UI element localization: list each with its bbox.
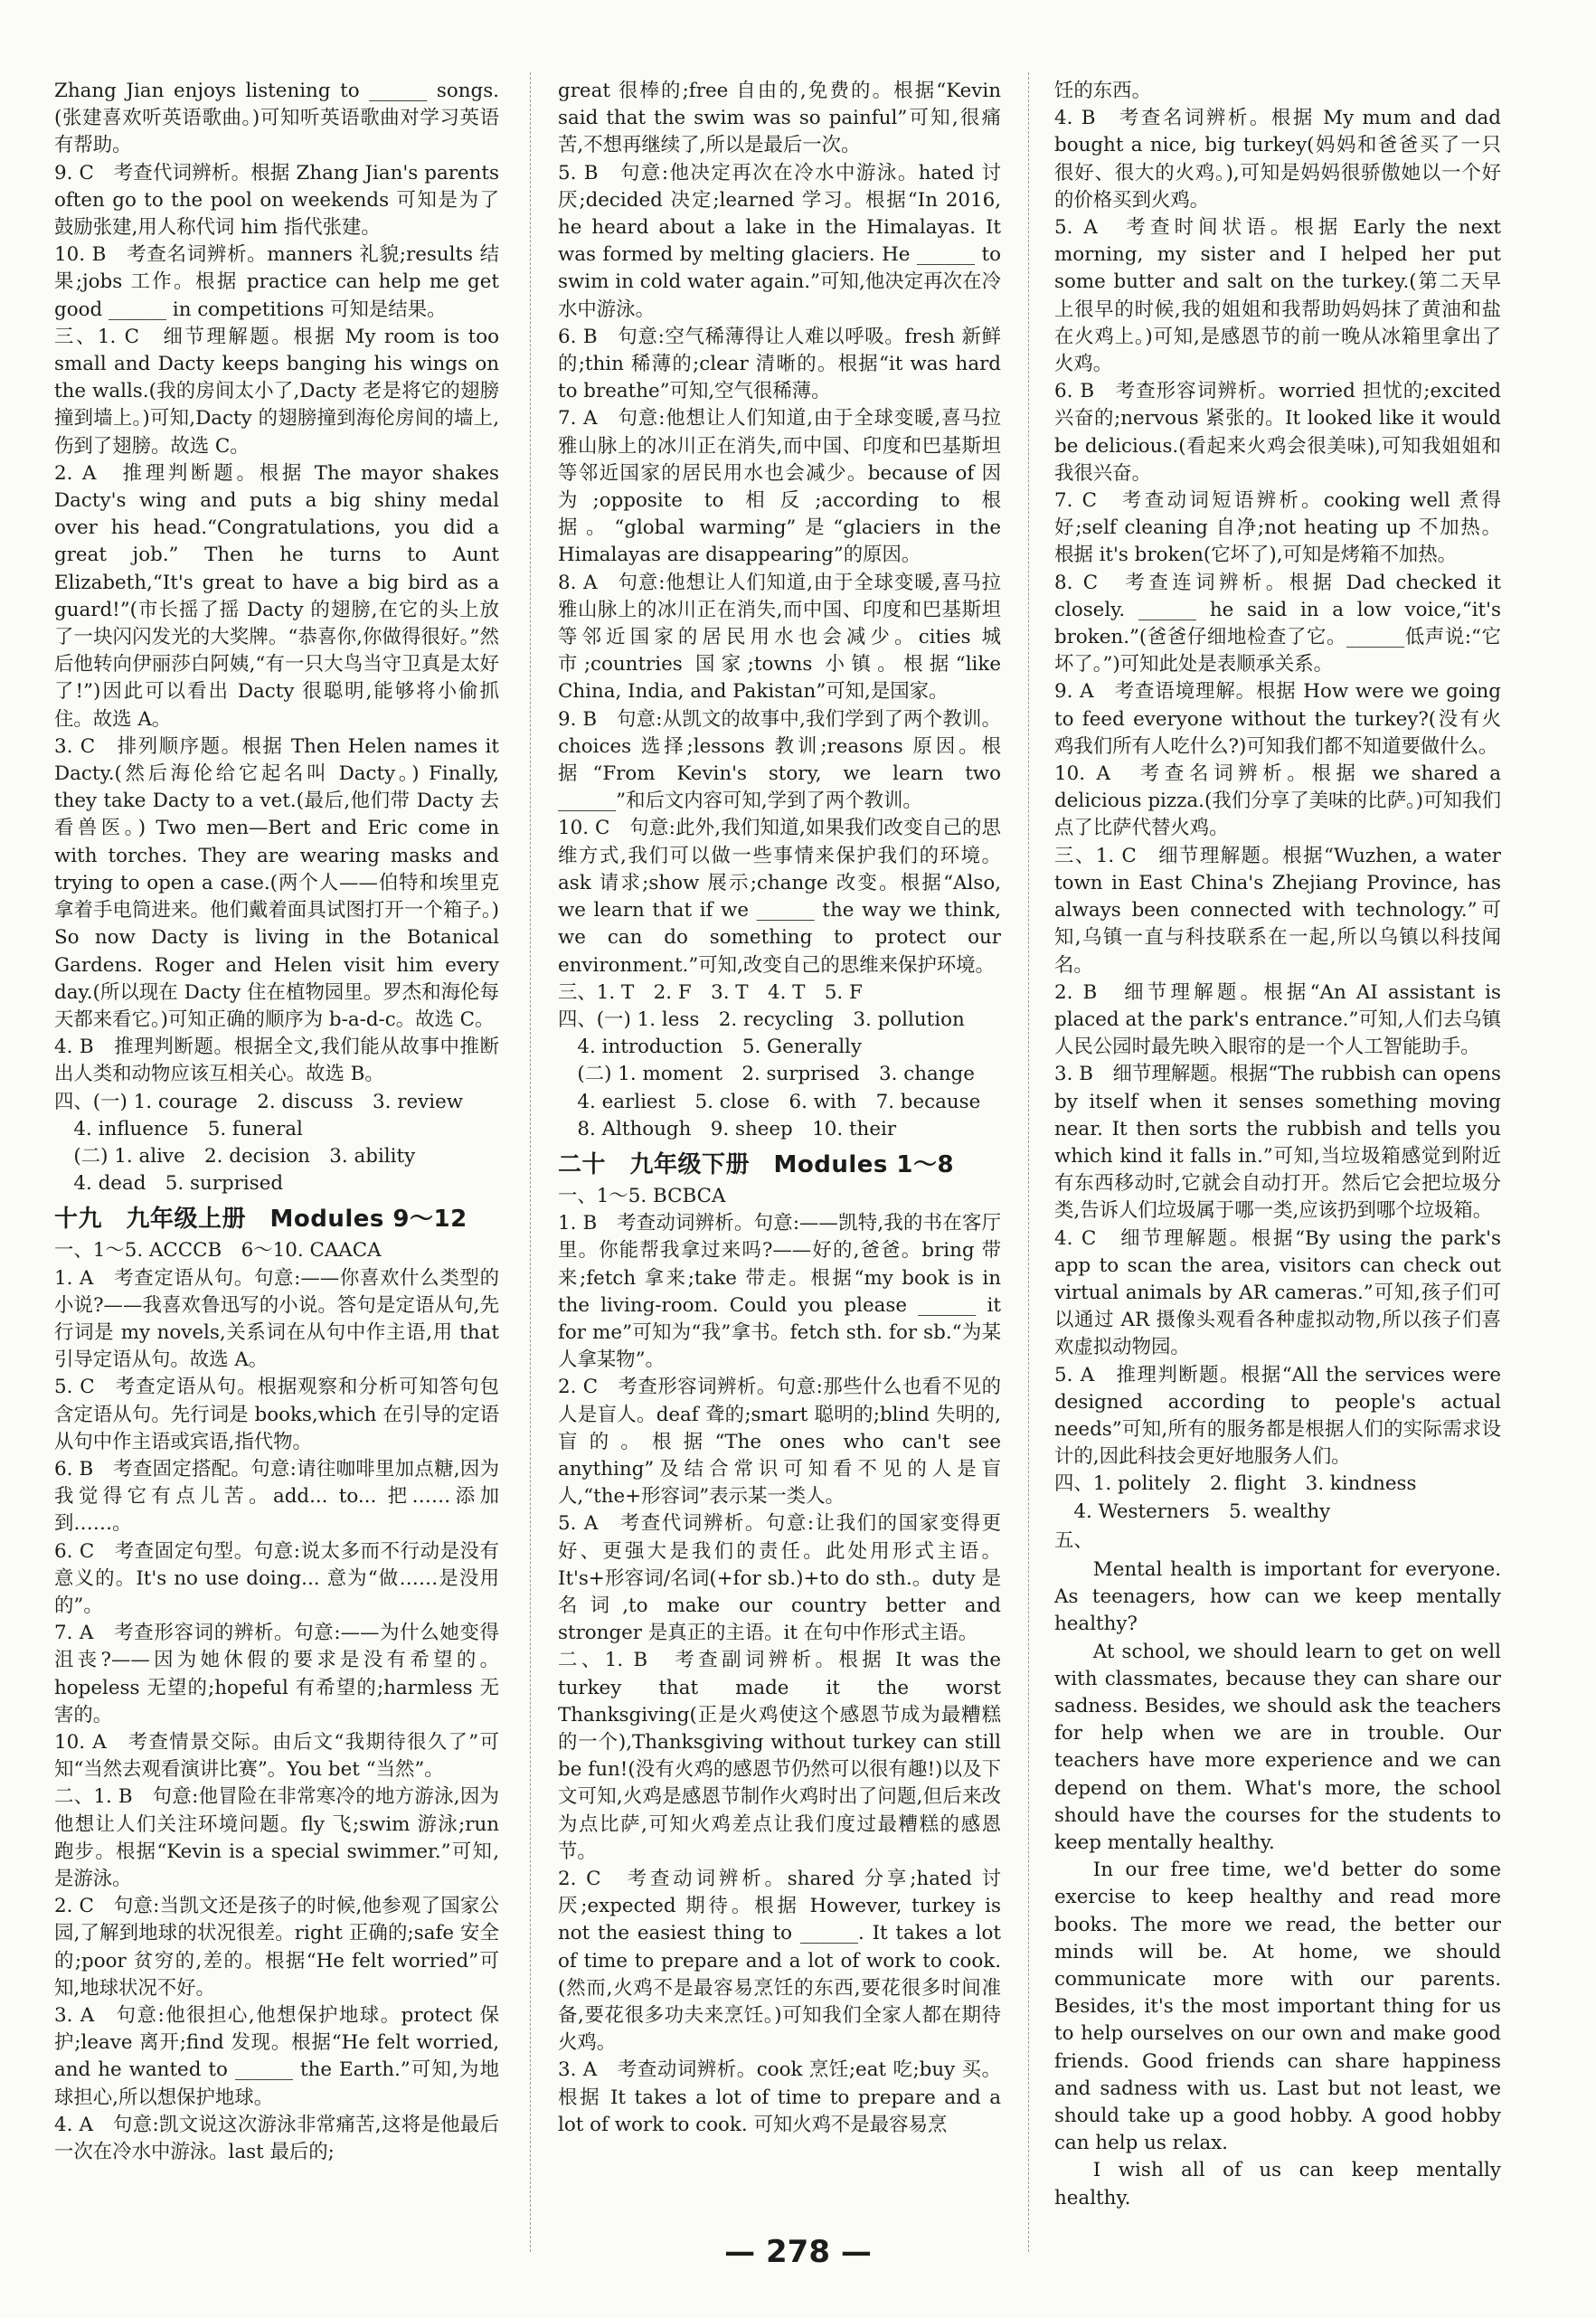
answer-paragraph: 1. A 考查定语从句。句意:——你喜欢什么类型的小说?——我喜欢鲁迅写的小说。答句是定语从句,先行词是 my novels,关系词在从句中作主语,用 that 引导定语从句。故选 A。 [54, 1266, 499, 1372]
answer-paragraph: 4. C 细节理解题。根据“By using the park's app to scan the area, visitors can check out virtual animals by AR cameras.”可知,孩子们可以通过 AR 摄像头观看各种虚拟动物,所以孩子们喜欢虚拟动物园。 [1054, 1226, 1501, 1359]
answer-paragraph: 7. A 考查形容词的辨析。句意:——为什么她变得沮丧?——因为她休假的要求是没有希望的。hopeless 无望的;hopeful 有希望的;harmless 无害的。 [54, 1622, 499, 1727]
answer-paragraph: 6. B 句意:空气稀薄得让人难以呼吸。fresh 新鲜的;thin 稀薄的;clear 清晰的。根据“it was hard to breathe”可知,空气很稀薄。 [558, 325, 1001, 403]
answer-paragraph: 2. A 推理判断题。根据 The mayor shakes Dacty's wing and puts a big shiny medal over his head.“Congratulations, you did a great job.” Then he turns to Aunt Elizabeth,“It's great to have a big bird as a guard!”(市长摇了摇 Dacty 的翅膀,在它的头上放了一块闪闪发光的大奖牌。“恭喜你,你做得很好。”然后他转向伊丽莎白阿姨,“有一只大鸟当守卫真是太好了!”)因此可以看出 Dacty 很聪明,能够将小偷抓住。故选 A。 [54, 461, 499, 731]
answer-paragraph: 饪的东西。 [1054, 80, 1151, 102]
answer-paragraph: 二、1. B 句意:他冒险在非常寒冷的地方游泳,因为他想让人们关注环境问题。fly 飞;swim 游泳;run 跑步。根据“Kevin is a special swimmer.”可知,是游泳。 [54, 1785, 499, 1890]
answer-paragraph: 4. introduction 5. Generally [558, 1036, 862, 1059]
column-divider [1028, 72, 1029, 2252]
answer-paragraph: 一、1～5. ACCCB 6～10. CAACA [54, 1239, 382, 1263]
answer-paragraph: 二、1. B 考查副词辨析。根据 It was the turkey that made it the worst Thanksgiving(正是火鸡使这个感恩节成为最糟糕的一个),Thanksgiving without turkey can still be fun!(没有火鸡的感恩节仍然可以很有趣!)以及下文可知,火鸡是感恩节制作火鸡时出了问题,但后来改为点比萨,可知火鸡差点让我们度过最糟糕的感恩节。 [558, 1649, 1001, 1863]
answer-paragraph: 5. B 句意:他决定再次在冷水中游泳。hated 讨厌;decided 决定;learned 学习。根据“In 2016, he heard about a lake in the Himalayas. It was formed by melting glaciers. He ______ to swim in cold water again.”可知,他决定再次在冷水中游泳。 [558, 161, 1001, 321]
answer-paragraph: 2. C 考查动词辨析。shared 分享;hated 讨厌;expected 期待。根据 However, turkey is not the easiest thing to ______. It takes a lot of time to prepare and a lot of work to cook.(然而,火鸡不是最容易烹饪的东西,要花很多时间准备,要花很多功夫来烹饪。)可知我们全家人都在期待火鸡。 [558, 1868, 1001, 2055]
answer-paragraph: 7. A 句意:他想让人们知道,由于全球变暖,喜马拉雅山脉上的冰川正在消失,而中国、印度和巴基斯坦等邻近国家的居民用水也会减少。because of 因为;opposite to 相反;according to 根据。“global warming”是“glaciers in the Himalayas are disappearing”的原因。 [558, 407, 1001, 567]
answer-paragraph: 2. C 考查形容词辨析。句意:那些什么也看不见的人是盲人。deaf 聋的;smart 聪明的;blind 失明的,盲的。根据“The ones who can't see anything”及结合常识可知看不见的人是盲人,“the+形容词”表示某一类人。 [558, 1376, 1001, 1509]
answer-paragraph: 6. C 考查固定句型。句意:说太多而不行动是没有意义的。It's no use doing... 意为“做……是没用的”。 [54, 1539, 499, 1617]
answer-paragraph: 9. C 考查代词辨析。根据 Zhang Jian's parents often go to the pool on weekends 可知是为了鼓励张建,用人称代词 him 指代张建。 [54, 161, 499, 240]
answer-paragraph: 10. A 考查情景交际。由后文“我期待很久了”可知“当然去观看演讲比赛”。You bet “当然”。 [54, 1730, 499, 1782]
answer-paragraph: 6. B 考查固定搭配。句意:请往咖啡里加点糖,因为我觉得它有点儿苦。add... to... 把……添加到……。 [54, 1457, 499, 1536]
column-divider [530, 72, 531, 2252]
column-right [1054, 78, 1501, 2212]
answer-paragraph: 8. A 句意:他想让人们知道,由于全球变暖,喜马拉雅山脉上的冰川正在消失,而中国、印度和巴基斯坦等邻近国家的居民用水也会减少。cities 城市;countries 国家;towns 小镇。根据“like China, India, and Pakistan”可知,是国家。 [558, 571, 1001, 704]
answer-paragraph: 8. C 考查连词辨析。根据 Dad checked it closely. ______ he said in a low voice,“it's broken.”(爸爸仔细地检查了它。______低声说:“它坏了。”)可知此处是表顺承关系。 [1054, 571, 1501, 676]
answer-paragraph: 4. Westerners 5. wealthy [1054, 1500, 1331, 1523]
answer-paragraph: 4. B 推理判断题。根据全文,我们能从故事中推断出人类和动物应该互相关心。故选 B。 [54, 1036, 499, 1086]
answer-paragraph: 7. C 考查动词短语辨析。cooking well 煮得好;self cleaning 自净;not heating up 不加热。根据 it's broken(它坏了),可知是烤箱不加热。 [1054, 489, 1501, 567]
answer-paragraph: 9. A 考查语境理解。根据 How were we going to feed everyone without the turkey?(没有火鸡我们所有人吃什么?)可知我们都不知道要做什么。 [1054, 680, 1501, 758]
answer-paragraph: 4. B 考查名词辨析。根据 My mum and dad bought a nice, big turkey(妈妈和爸爸买了一只很好、很大的火鸡。),可知是妈妈很骄傲她以一个好的价格买到火鸡。 [1054, 107, 1501, 212]
answer-paragraph: 2. B 细节理解题。根据“An AI assistant is placed at the park's entrance.”可知,人们去乌镇人民公园时最先映入眼帘的是一个人工智能助手。 [1054, 980, 1501, 1059]
essay-paragraph: Mental health is important for everyone. As teenagers, how can we keep mentally healthy? [1054, 1557, 1501, 1636]
answer-paragraph: 3. C 排列顺序题。根据 Then Helen names it Dacty.(然后海伦给它起名叫 Dacty。) Finally, they take Dacty to a vet.(最后,他们带 Dacty 去看兽医。) Two men—Bert and Eric come in with torches. They are wearing masks and trying to open a case.(两个人——伯特和埃里克拿着手电筒进来。他们戴着面具试图打开一个箱子。) So now Dacty is living in the Botanical Gardens. Roger and Helen visit him every day.(所以现在 Dacty 住在植物园里。罗杰和海伦每天都来看它。)可知正确的顺序为 b-a-d-c。故选 C。 [54, 734, 499, 1031]
answer-paragraph: 9. B 句意:从凯文的故事中,我们学到了两个教训。choices 选择;lessons 教训;reasons 原因。根据“From Kevin's story, we learn two ______”和后文内容可知,学到了两个教训。 [558, 707, 1001, 813]
answer-paragraph: 一、1～5. BCBCA [558, 1184, 726, 1207]
answer-paragraph: (二) 1. alive 2. decision 3. ability [54, 1144, 416, 1168]
section-heading: 二十 九年级下册 Modules 1～8 [558, 1150, 955, 1178]
answer-paragraph: 4. dead 5. surprised [54, 1172, 284, 1196]
answer-paragraph: 8. Although 9. sheep 10. their [558, 1117, 897, 1140]
column-middle [558, 78, 1001, 2139]
answer-paragraph: 5. A 推理判断题。根据“All the services were designed according to people's actual needs”可知,所有的服务都是根据人们的实际需求设计的,因此科技会更好地服务人们。 [1054, 1363, 1501, 1469]
essay-paragraph: At school, we should learn to get on well with classmates, because they can share our sadness. Besides, we should ask the teachers for help when we are in trouble. Our teachers have more experience and we can depend on them. What's more, the school should have the courses for the students to keep mentally healthy. [1054, 1640, 1501, 1854]
answer-paragraph: great 很棒的;free 自由的,免费的。根据“Kevin said that the swim was so painful”可知,很痛苦,不想再继续了,所以是最后一次。 [558, 80, 1001, 157]
answer-paragraph: 三、1. T 2. F 3. T 4. T 5. F [558, 980, 863, 1004]
essay-block [1054, 1556, 1501, 2212]
answer-paragraph: Zhang Jian enjoys listening to ______ songs.(张建喜欢听英语歌曲。)可知听英语歌曲对学习英语有帮助。 [54, 80, 499, 157]
answer-paragraph: 2. C 句意:当凯文还是孩子的时候,他参观了国家公园,了解到地球的状况很差。right 正确的;safe 安全的;poor 贫穷的,差的。根据“He felt worried”可知,地球状况不好。 [54, 1895, 499, 2000]
answer-paragraph: 3. B 细节理解题。根据“The rubbish can opens by itself when it senses something moving near. It then sorts the rubbish and tells you which kind it falls in.”可知,当垃圾箱感觉到附近有东西移动时,它就会自动打开。然后它会把垃圾分类,告诉人们垃圾属于哪一类,应该扔到哪个垃圾箱。 [1054, 1063, 1501, 1223]
answer-paragraph: 5. A 考查代词辨析。句意:让我们的国家变得更好、更强大是我们的责任。此处用形式主语。It's+形容词/名词(+for sb.)+to do sth.。duty 是名词,to make our country better and stronger 是真正的主语。it 在句中作形式主语。 [558, 1512, 1001, 1645]
answer-paragraph: 4. earliest 5. close 6. with 7. because [558, 1090, 981, 1113]
column-left [54, 78, 499, 2166]
answer-paragraph: 三、1. C 细节理解题。根据 My room is too small and Dacty keeps banging his wings on the walls.(我的房间太小了,Dacty 老是将它的翅膀撞到墙上。)可知,Dacty 的翅膀撞到海伦房间的墙上,伤到了翅膀。故选 C。 [54, 325, 499, 458]
essay-paragraph: I wish all of us can keep mentally healthy. [1054, 2159, 1501, 2209]
answer-paragraph: 1. B 考查动词辨析。句意:——凯特,我的书在客厅里。你能帮我拿过来吗?——好的,爸爸。bring 带来;fetch 拿来;take 带走。根据“my book is in the living-room. Could you please ______ it for me”可知为“我”拿书。fetch sth. for sb.“为某人拿某物”。 [558, 1212, 1001, 1372]
essay-paragraph: In our free time, we'd better do some exercise to keep healthy and read more books. The more we read, the better our minds will be. At home, we should communicate more with our parents. Besides, it's the most important thing for us to help ourselves on our own and make good friends. Good friends can share happiness and sadness with us. Last but not least, we should take up a good hobby. A good hobby can help us relax. [1054, 1859, 1501, 2155]
answer-paragraph: 3. A 考查动词辨析。cook 烹饪;eat 吃;buy 买。根据 It takes a lot of time to prepare and a lot of work to cook. 可知火鸡不是最容易烹 [558, 2058, 1001, 2136]
answer-paragraph: 四、(一) 1. less 2. recycling 3. pollution [558, 1008, 965, 1031]
answer-paragraph: 10. B 考查名词辨析。manners 礼貌;results 结果;jobs 工作。根据 practice can help me get good ______ in competitions 可知是结果。 [54, 243, 499, 321]
answer-paragraph: 5. C 考查定语从句。根据观察和分析可知答句包含定语从句。先行词是 books,which 在引导的定语从句中作主语或宾语,指代物。 [54, 1376, 499, 1453]
answer-paragraph: 3. A 句意:他很担心,他想保护地球。protect 保护;leave 离开;find 发现。根据“He felt worried, and he wanted to ______ the Earth.”可知,为地球担心,所以想保护地球。 [54, 2004, 499, 2109]
section-heading: 十九 九年级上册 Modules 9～12 [54, 1206, 467, 1234]
answer-paragraph: 5. A 考查时间状语。根据 Early the next morning, my sister and I helped her put some butter and salt on the turkey.(第二天早上很早的时候,我的姐姐和我帮助妈妈抹了黄油和盐在火鸡上。)可知,是感恩节的前一晚从冰箱里拿出了火鸡。 [1054, 216, 1501, 376]
page-number: — 278 — [724, 2234, 872, 2270]
answer-paragraph: 三、1. C 细节理解题。根据“Wuzhen, a water town in East China's Zhejiang Province, has always been connected with technology.”可知,乌镇一直与科技联系在一起,所以乌镇以科技闻名。 [1054, 844, 1501, 977]
answer-paragraph: (二) 1. moment 2. surprised 3. change [558, 1063, 975, 1086]
answer-paragraph: 4. A 句意:凯文说这次游泳非常痛苦,这将是他最后一次在冷水中游泳。last 最后的; [54, 2113, 499, 2164]
answer-paragraph: 四、(一) 1. courage 2. discuss 3. review [54, 1090, 464, 1113]
answer-paragraph: 4. influence 5. funeral [54, 1117, 303, 1140]
answer-paragraph: 10. C 句意:此外,我们知道,如果我们改变自己的思维方式,我们可以做一些事情来保护我们的环境。ask 请求;show 展示;change 改变。根据“Also, we learn that if we ______ the way we think, we can do something to protect our environment.”可知,改变自己的思维来保护环境。 [558, 817, 1001, 977]
answer-paragraph: 10. A 考查名词辨析。根据 we shared a delicious pizza.(我们分享了美味的比萨。)可知我们点了比萨代替火鸡。 [1054, 762, 1501, 840]
essay-section-label: 五、 [1054, 1528, 1093, 1552]
answer-paragraph: 6. B 考查形容词辨析。worried 担忧的;excited 兴奋的;nervous 紧张的。It looked like it would be delicious.(看起来火鸡会很美味),可知我姐姐和我很兴奋。 [1054, 380, 1501, 485]
answer-paragraph: 四、1. politely 2. flight 3. kindness [1054, 1472, 1417, 1496]
